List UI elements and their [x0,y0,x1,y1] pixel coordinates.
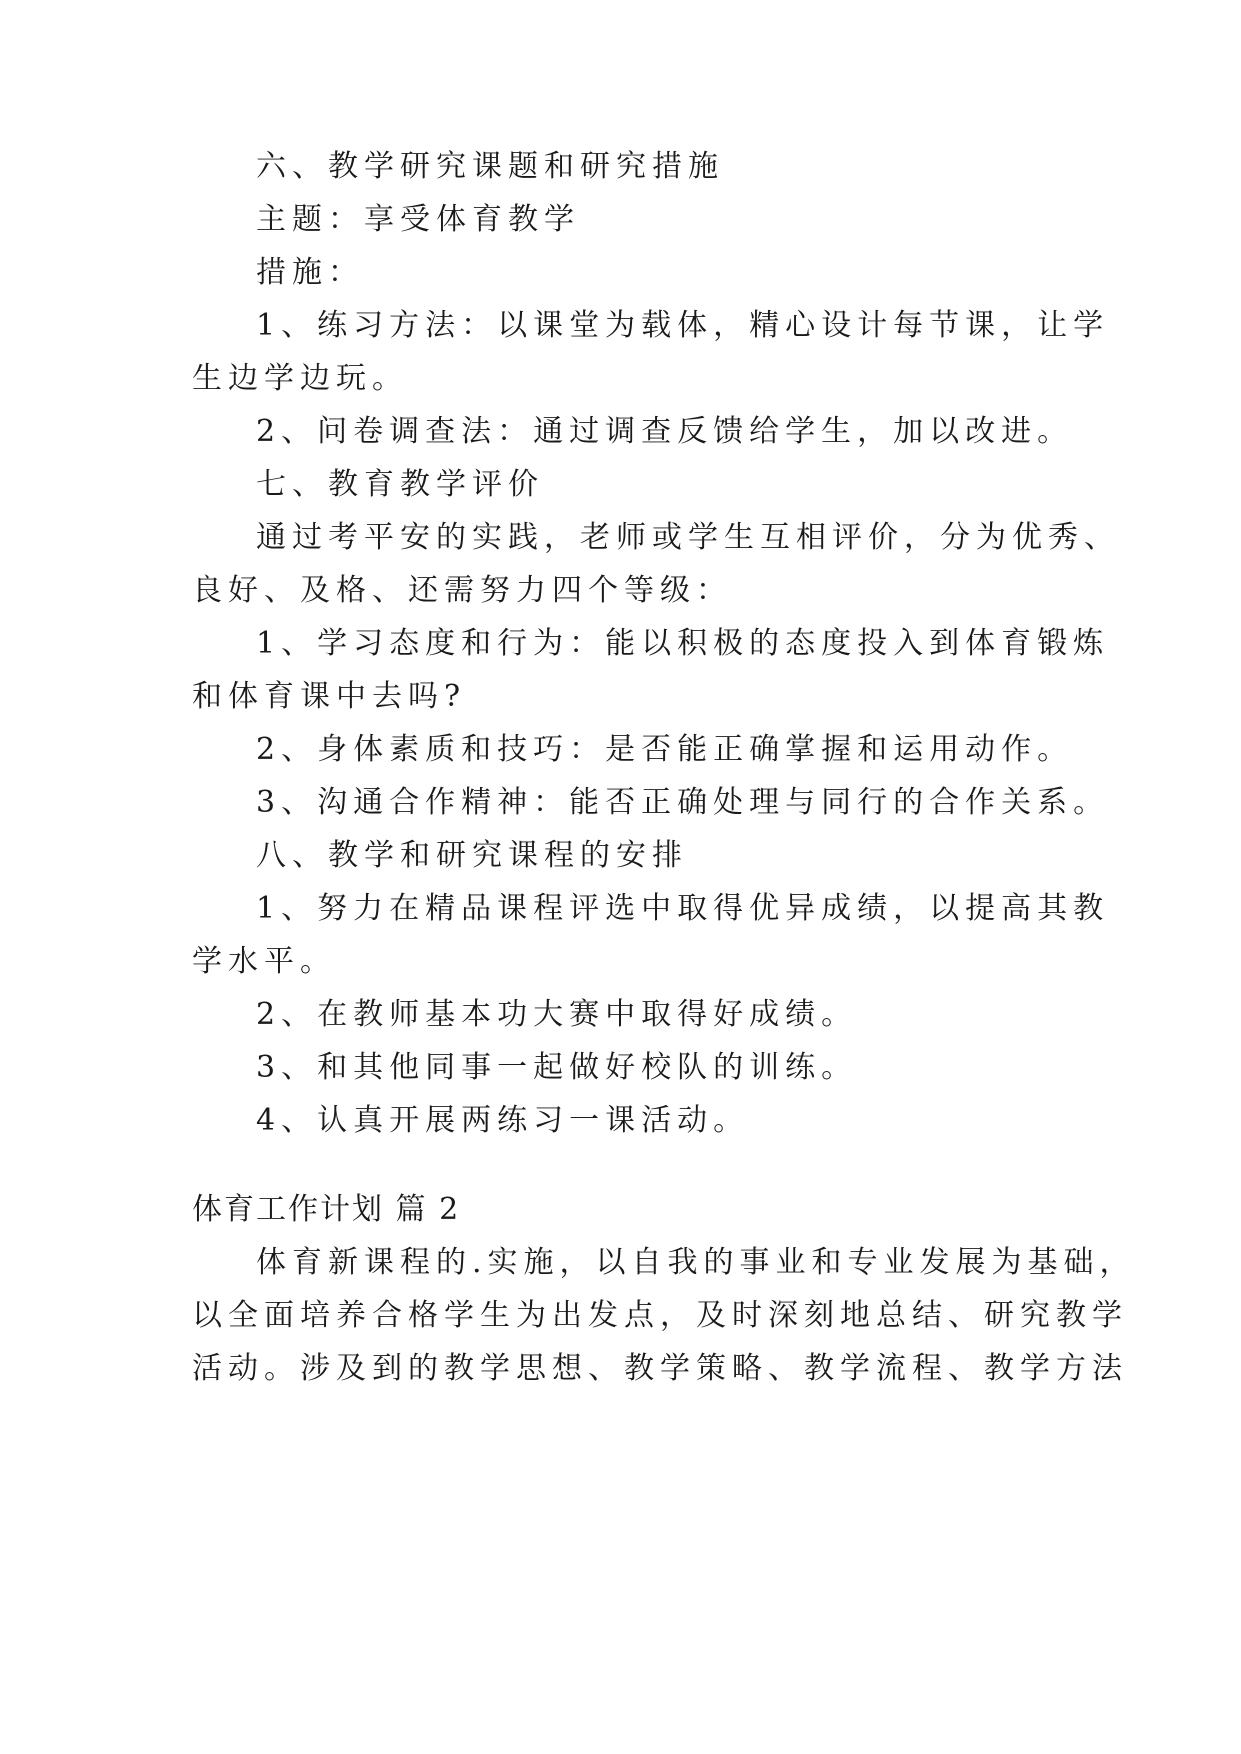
section-6-title: 六、教学研究课题和研究措施 [256,149,724,184]
section-6-measures-label: 措施： [256,255,364,290]
section-6-measure-2: 2、问卷调查法：通过调查反馈给学生，加以改进。 [256,414,1074,449]
section-7-intro-line-2: 良好、及格、还需努力四个等级： [192,573,732,608]
section-6-theme: 主题：享受体育教学 [256,202,580,237]
section-8-item-1-line-2: 学水平。 [192,944,336,979]
section-6-measure-1-line-1: 1、练习方法：以课堂为载体，精心设计每节课，让学 [256,308,1110,343]
plan-2-paragraph-line-3: 活动。涉及到的教学思想、教学策略、教学流程、教学方法 [192,1351,1128,1386]
section-7-item-1-line-2: 和体育课中去吗? [192,679,467,714]
section-8-item-3: 3、和其他同事一起做好校队的训练。 [256,1050,858,1085]
plan-2-paragraph-line-1: 体育新课程的.实施，以自我的事业和专业发展为基础， [256,1245,1136,1280]
section-8-item-4: 4、认真开展两练习一课活动。 [256,1103,750,1138]
section-7-title: 七、教育教学评价 [256,467,544,502]
section-7-intro-line-1: 通过考平安的实践，老师或学生互相评价，分为优秀、 [256,520,1120,555]
section-6-measure-1-line-2: 生边学边玩。 [192,361,408,396]
section-8-item-2: 2、在教师基本功大赛中取得好成绩。 [256,997,858,1032]
section-8-item-1-line-1: 1、努力在精品课程评选中取得优异成绩，以提高其教 [256,891,1110,926]
plan-2-heading: 体育工作计划 篇 2 [192,1192,461,1227]
section-7-item-1-line-1: 1、学习态度和行为：能以积极的态度投入到体育锻炼 [256,626,1110,661]
section-8-title: 八、教学和研究课程的安排 [256,838,688,873]
plan-2-paragraph-line-2: 以全面培养合格学生为出发点，及时深刻地总结、研究教学 [192,1298,1128,1333]
section-7-item-2: 2、身体素质和技巧：是否能正确掌握和运用动作。 [256,732,1074,767]
section-7-item-3: 3、沟通合作精神：能否正确处理与同行的合作关系。 [256,785,1110,820]
